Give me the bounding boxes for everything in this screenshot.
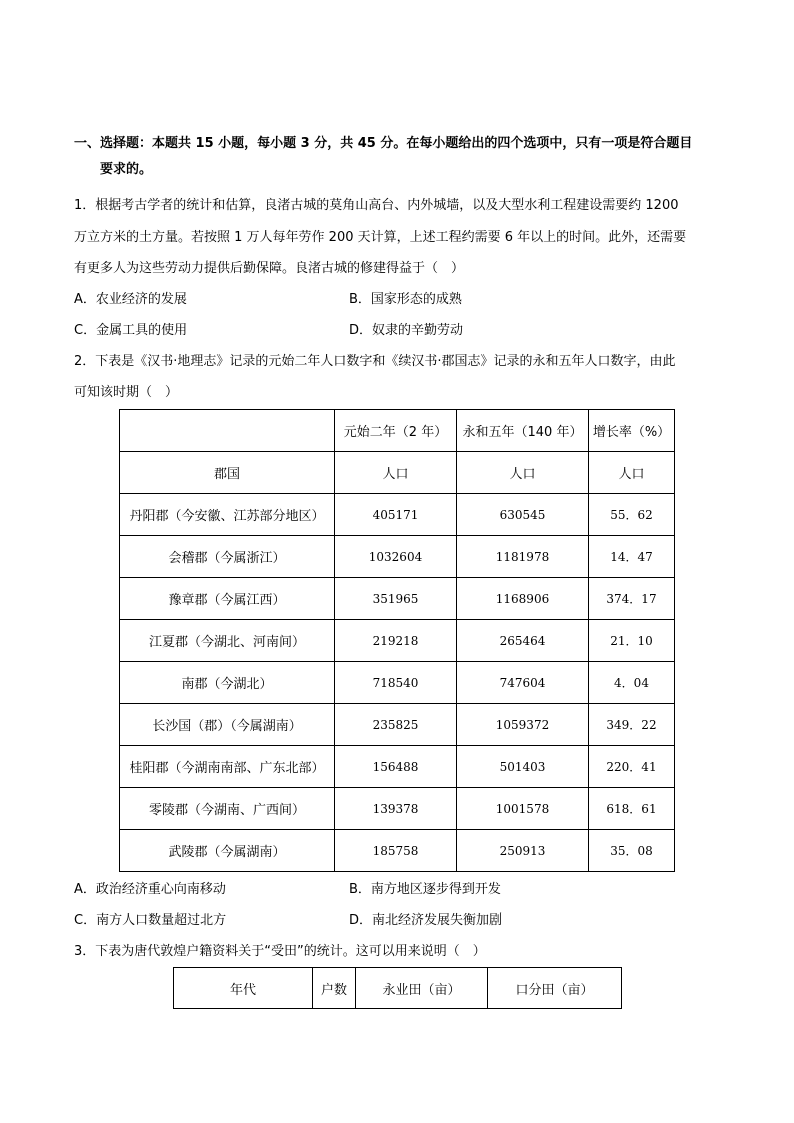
population-2-cell: 219218 (335, 620, 457, 662)
table-row (120, 620, 675, 662)
q1-stem-line2: 万立方米的土方量。若按照 1 万人每年劳作 200 天计算，上述工程约需要 6 年以上的时间。此外，还需要 (74, 230, 687, 245)
q1-option-b[interactable]: B．国家形态的成熟 (349, 292, 462, 307)
q2-option-d[interactable]: D．南北经济发展失衡加剧 (349, 913, 503, 928)
table-row (120, 536, 675, 578)
table-row (120, 578, 675, 620)
growth-rate-cell: 618．61 (589, 788, 675, 830)
commandery-cell: 南郡（今湖北） (120, 662, 335, 704)
q2-option-b[interactable]: B．南方地区逐步得到开发 (349, 882, 501, 897)
population-140-cell: 1001578 (457, 788, 589, 830)
q1-option-c[interactable]: C．金属工具的使用 (74, 323, 188, 338)
table-row (120, 746, 675, 788)
header-cell: 郡国 (120, 452, 335, 494)
growth-rate-cell: 55．62 (589, 494, 675, 536)
population-140-cell: 1181978 (457, 536, 589, 578)
growth-rate-cell: 349．22 (589, 704, 675, 746)
header-cell: 人口 (457, 452, 589, 494)
header-cell: 口分田（亩） (488, 968, 622, 1009)
table-row (120, 788, 675, 830)
growth-rate-cell: 35．08 (589, 830, 675, 872)
growth-rate-cell: 374．17 (589, 578, 675, 620)
header-cell: 增长率（%） (589, 410, 675, 452)
header-cell: 元始二年（2 年） (335, 410, 457, 452)
section-heading-cont: 要求的。 (100, 162, 153, 177)
population-table (119, 409, 675, 872)
population-140-cell: 250913 (457, 830, 589, 872)
q2-option-a[interactable]: A．政治经济重心向南移动 (74, 882, 226, 897)
commandery-cell: 长沙国（郡）（今属湖南） (120, 704, 335, 746)
commandery-cell: 豫章郡（今属江西） (120, 578, 335, 620)
growth-rate-cell: 14．47 (589, 536, 675, 578)
population-140-cell: 265464 (457, 620, 589, 662)
growth-rate-cell: 21．10 (589, 620, 675, 662)
table-row (120, 662, 675, 704)
population-2-cell: 405171 (335, 494, 457, 536)
growth-rate-cell: 4．04 (589, 662, 675, 704)
q2-option-c[interactable]: C．南方人口数量超过北方 (74, 913, 227, 928)
q1-stem-line3: 有更多人为这些劳动力提供后勤保障。良渚古城的修建得益于（ ） (74, 261, 465, 276)
population-2-cell: 351965 (335, 578, 457, 620)
header-cell (120, 410, 335, 452)
population-2-cell: 718540 (335, 662, 457, 704)
population-2-cell: 1032604 (335, 536, 457, 578)
population-140-cell: 1059372 (457, 704, 589, 746)
header-cell: 人口 (589, 452, 675, 494)
land-allocation-table (173, 967, 622, 1009)
commandery-cell: 桂阳郡（今湖南南部、广东北部） (120, 746, 335, 788)
table-header-row (120, 410, 675, 452)
population-140-cell: 630545 (457, 494, 589, 536)
population-140-cell: 1168906 (457, 578, 589, 620)
commandery-cell: 武陵郡（今属湖南） (120, 830, 335, 872)
commandery-cell: 会稽郡（今属浙江） (120, 536, 335, 578)
header-cell: 人口 (335, 452, 457, 494)
q1-stem-line1: 1．根据考古学者的统计和估算，良渚古城的莫角山高台、内外城墙，以及大型水利工程建设需要约 1200 (74, 198, 679, 213)
commandery-cell: 零陵郡（今湖南、广西间） (120, 788, 335, 830)
growth-rate-cell: 220．41 (589, 746, 675, 788)
q2-stem-line1: 2．下表是《汉书·地理志》记录的元始二年人口数字和《续汉书·郡国志》记录的永和五年人口数字，由此 (74, 354, 676, 369)
table-row (120, 494, 675, 536)
commandery-cell: 丹阳郡（今安徽、江苏部分地区） (120, 494, 335, 536)
q1-option-d[interactable]: D．奴隶的辛勤劳动 (349, 323, 464, 338)
table-header-row (174, 968, 622, 1009)
q1-option-a[interactable]: A．农业经济的发展 (74, 292, 187, 307)
header-cell: 户数 (313, 968, 356, 1009)
table-header-row (120, 452, 675, 494)
population-2-cell: 156488 (335, 746, 457, 788)
commandery-cell: 江夏郡（今湖北、河南间） (120, 620, 335, 662)
population-140-cell: 747604 (457, 662, 589, 704)
population-2-cell: 139378 (335, 788, 457, 830)
section-heading: 一、选择题：本题共 15 小题，每小题 3 分，共 45 分。在每小题给出的四个选项中，只有一项是符合题目 (74, 136, 693, 151)
q3-stem-line1: 3．下表为唐代敦煌户籍资料关于“受田”的统计。这可以用来说明（ ） (74, 944, 486, 959)
header-cell: 年代 (174, 968, 313, 1009)
q2-stem-line2: 可知该时期（ ） (74, 385, 179, 400)
header-cell: 永业田（亩） (356, 968, 488, 1009)
header-cell: 永和五年（140 年） (457, 410, 589, 452)
population-2-cell: 185758 (335, 830, 457, 872)
population-140-cell: 501403 (457, 746, 589, 788)
population-2-cell: 235825 (335, 704, 457, 746)
table-row (120, 830, 675, 872)
table-row (120, 704, 675, 746)
